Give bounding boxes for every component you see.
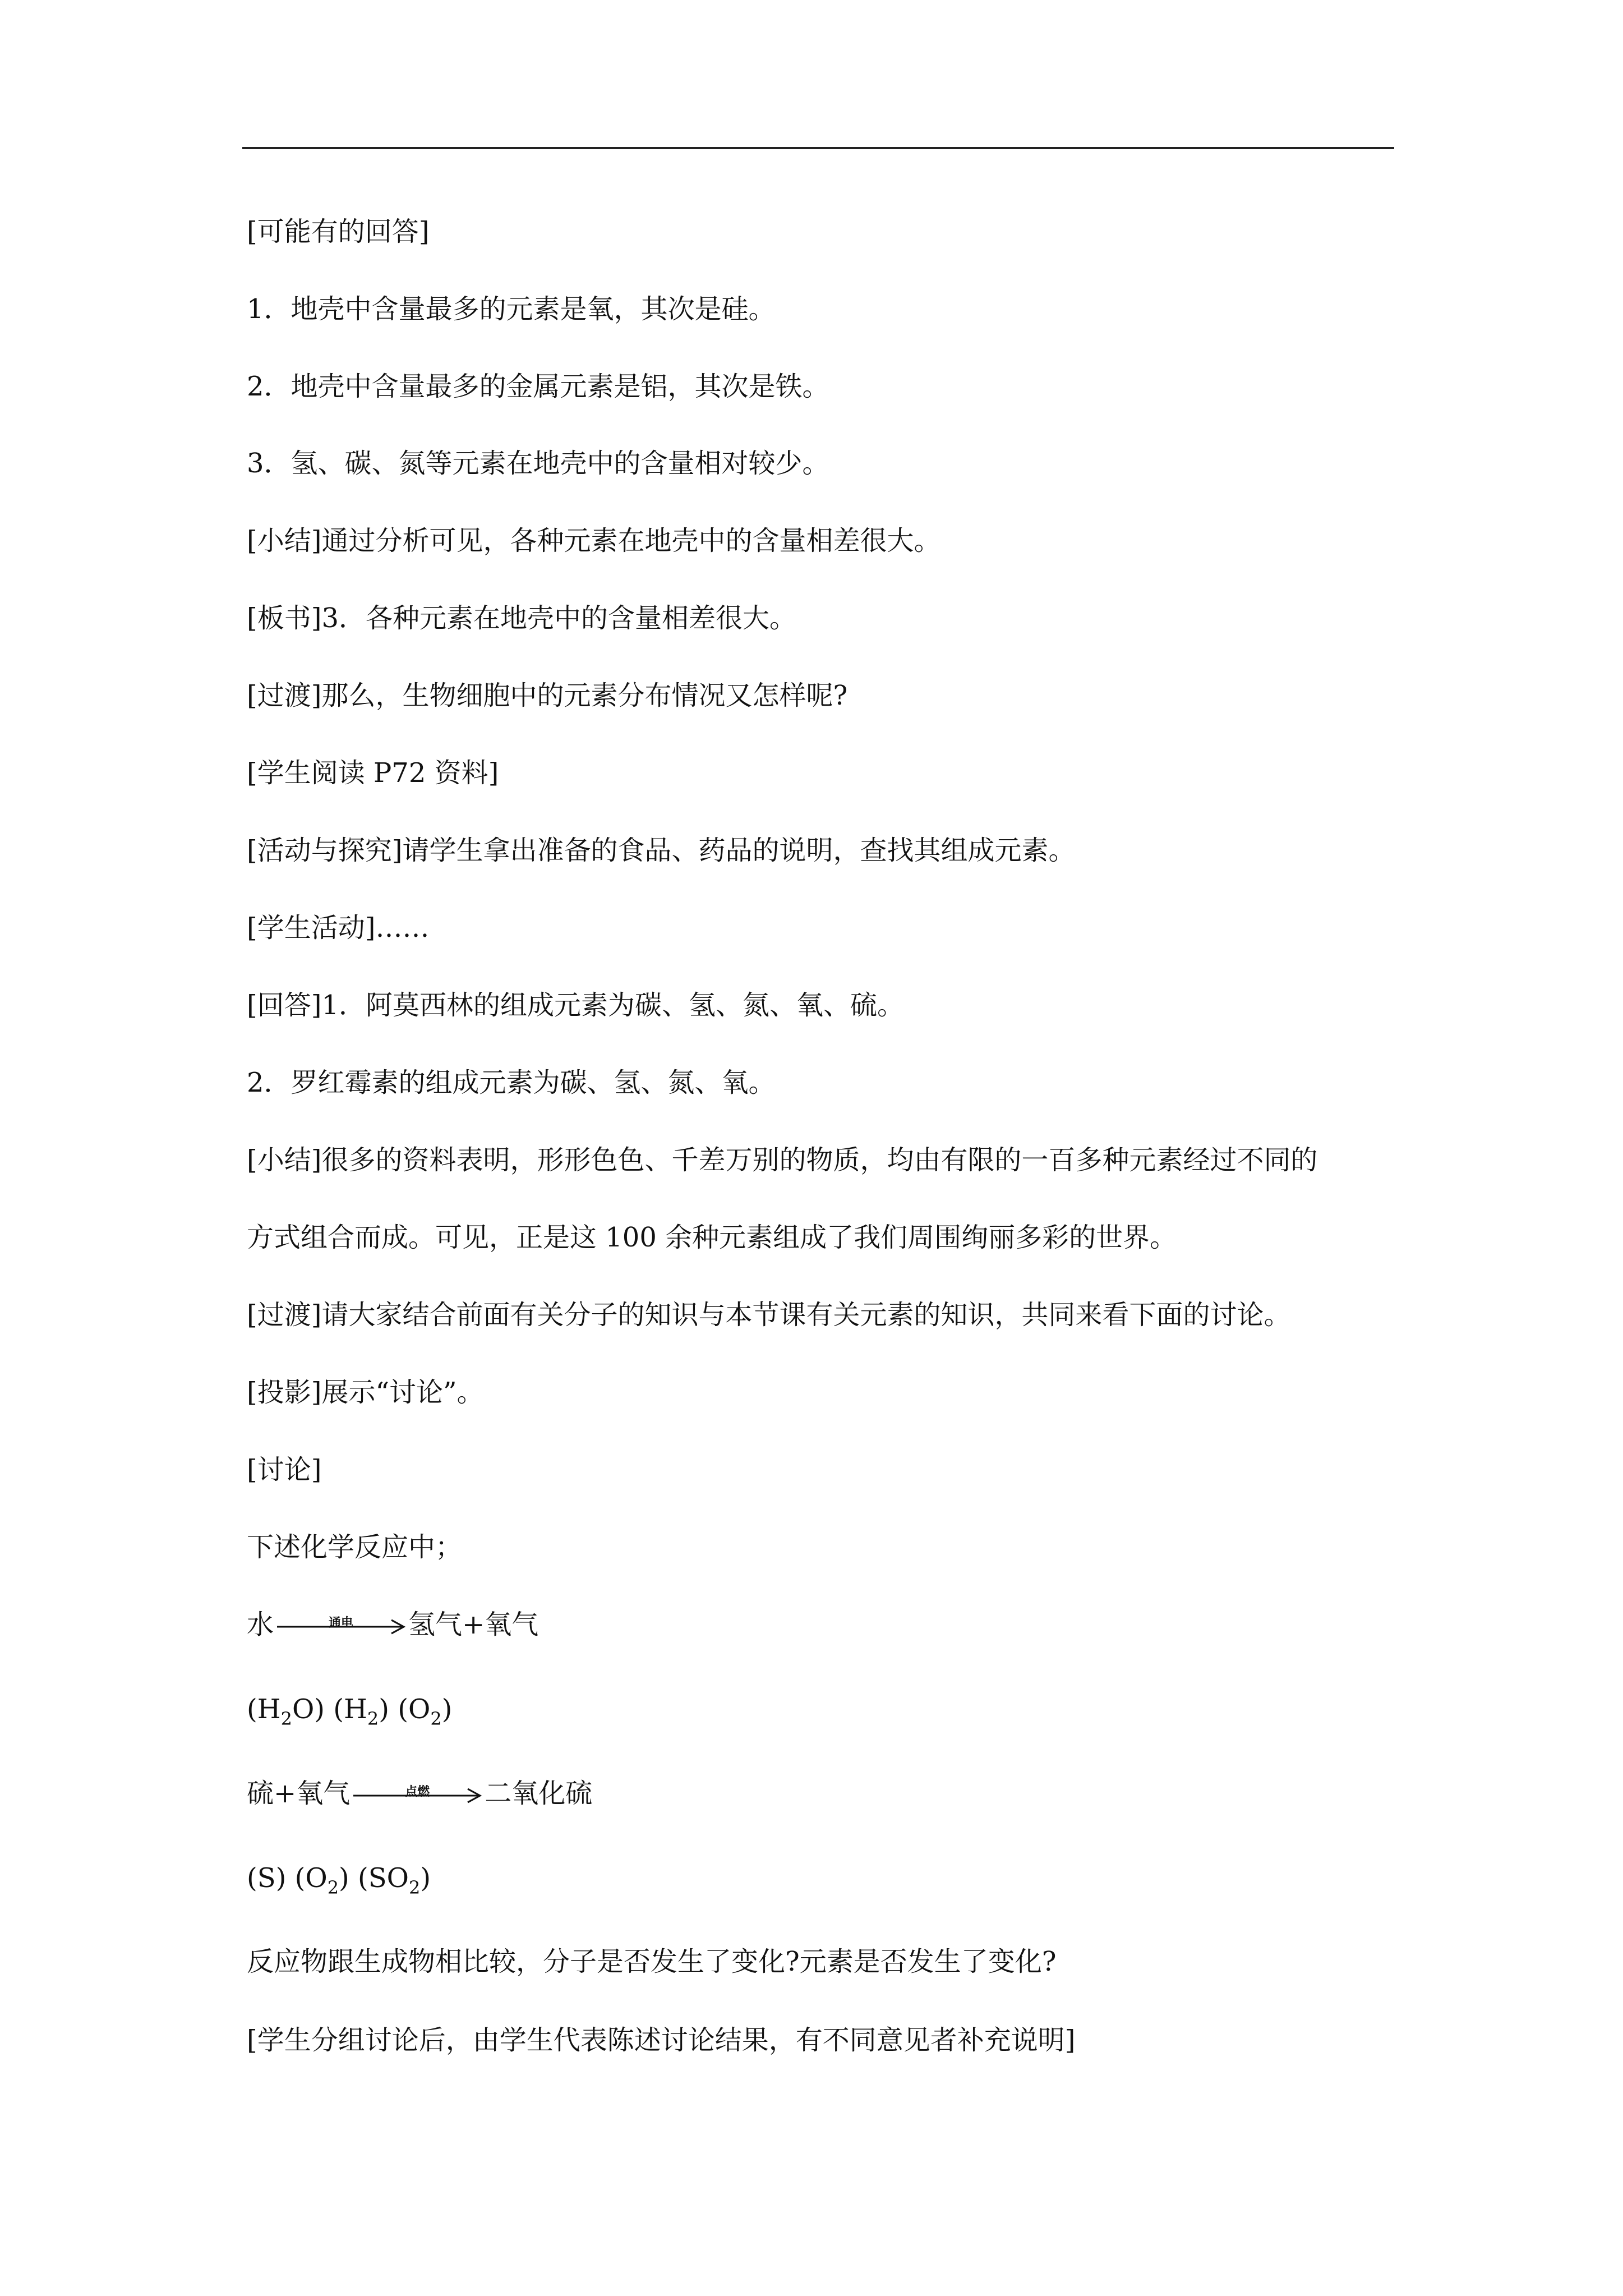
- formula-part: (H: [247, 1694, 281, 1725]
- reaction-1-formula: [247, 1692, 452, 1736]
- arrow-right-icon: [352, 1779, 482, 1812]
- text-line: [板书]3．各种元素在地壳中的含量相差很大。: [247, 602, 796, 634]
- reaction-2-formula: [247, 1861, 431, 1904]
- text-line: [投影]展示“讨论”。: [247, 1377, 484, 1408]
- formula-part: ): [420, 1862, 431, 1894]
- text-line: 方式组合而成。可见，正是这 100 余种元素组成了我们周围绚丽多彩的世界。: [247, 1222, 1177, 1253]
- text-line: [讨论]: [247, 1454, 322, 1485]
- formula-part: ): [379, 1694, 389, 1725]
- formula-part: ): [339, 1862, 349, 1894]
- text-line: 下述化学反应中；: [247, 1531, 463, 1563]
- text-line: 反应物跟生成物相比较，分子是否发生了变化?元素是否发生了变化?: [247, 1946, 1057, 1977]
- text-line: [小结]通过分析可见，各种元素在地壳中的含量相差很大。: [247, 525, 941, 556]
- header-rule: [242, 147, 1394, 149]
- reaction-1-products: 氢气+氧气: [408, 1609, 539, 1640]
- text-line: [小结]很多的资料表明，形形色色、千差万别的物质，均由有限的一百多种元素经过不同的: [247, 1144, 1318, 1176]
- formula-subscript: 2: [367, 1708, 379, 1729]
- formula-part: (O: [286, 1862, 328, 1894]
- text-line: [活动与探究]请学生拿出准备的食品、药品的说明，查找其组成元素。: [247, 835, 1076, 866]
- reaction-condition: 通电: [329, 1616, 354, 1630]
- text-line: 1．地壳中含量最多的元素是氧，其次是硅。: [247, 293, 776, 325]
- text-line: [可能有的回答]: [247, 216, 430, 247]
- formula-subscript: 2: [327, 1877, 339, 1898]
- text-line: [回答]1．阿莫西林的组成元素为碳、氢、氮、氧、硫。: [247, 990, 904, 1021]
- formula-part: (O: [389, 1694, 431, 1725]
- reaction-1: [247, 1608, 538, 1644]
- text-line: [过渡]请大家结合前面有关分子的知识与本节课有关元素的知识，共同来看下面的讨论。: [247, 1299, 1291, 1331]
- reaction-arrow: [352, 1779, 482, 1812]
- reaction-arrow: [276, 1610, 406, 1644]
- formula-part: (H: [325, 1694, 367, 1725]
- formula-subscript: 2: [409, 1877, 421, 1898]
- reaction-2: [247, 1777, 592, 1812]
- formula-subscript: 2: [430, 1708, 442, 1729]
- text-line: [学生活动]……: [247, 912, 430, 944]
- text-line: 2．罗红霉素的组成元素为碳、氢、氮、氧。: [247, 1067, 776, 1098]
- text-line: 3．氢、碳、氮等元素在地壳中的含量相对较少。: [247, 448, 829, 479]
- formula-part: (S): [247, 1862, 287, 1894]
- reaction-2-reactants: 硫+氧气: [247, 1778, 351, 1809]
- formula-subscript: 2: [280, 1708, 292, 1729]
- formula-part: (SO: [349, 1862, 409, 1894]
- formula-part: O): [292, 1694, 325, 1725]
- text-line: 2．地壳中含量最多的金属元素是铝，其次是铁。: [247, 371, 829, 402]
- arrow-right-icon: [276, 1610, 406, 1644]
- reaction-condition: 点燃: [405, 1784, 430, 1799]
- reaction-2-product: 二氧化硫: [485, 1778, 593, 1809]
- text-line: [过渡]那么，生物细胞中的元素分布情况又怎样呢?: [247, 680, 848, 711]
- text-line: [学生分组讨论后，由学生代表陈述讨论结果，有不同意见者补充说明]: [247, 2024, 1076, 2056]
- formula-part: ): [441, 1694, 453, 1725]
- text-line: [学生阅读 P72 资料]: [247, 757, 499, 789]
- reaction-1-reactant: 水: [247, 1609, 274, 1640]
